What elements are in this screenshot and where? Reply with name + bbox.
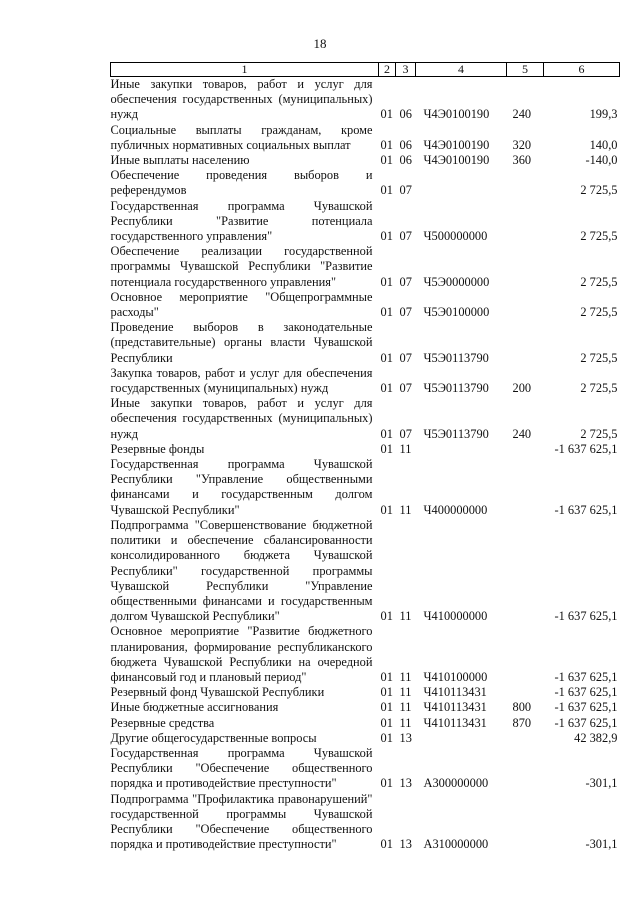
row-amount: 42 382,9 xyxy=(574,730,618,745)
row-name: Закупка товаров, работ и услуг для обеспечения государственных (муниципальных) нужд xyxy=(110,365,373,396)
header-col-4: 4 xyxy=(416,63,507,77)
table-row xyxy=(111,366,620,396)
row-subsection: 07 xyxy=(399,350,412,365)
row-subsection: 06 xyxy=(399,137,412,152)
row-amount: 2 725,5 xyxy=(580,229,618,244)
row-amount: 140,0 xyxy=(589,137,618,152)
row-expense-type xyxy=(507,168,544,198)
row-expense-type xyxy=(507,244,544,290)
row-target-article: Ч4Э0100190 xyxy=(423,107,490,122)
row-name: Иные выплаты населению xyxy=(110,153,250,168)
row-amount: -301,1 xyxy=(585,776,618,791)
row-expense-type: 320 xyxy=(512,137,532,152)
row-section: 01 xyxy=(380,183,393,198)
row-amount: 2 725,5 xyxy=(580,183,618,198)
table-row xyxy=(111,153,620,168)
row-subsection: 07 xyxy=(399,274,412,289)
row-name: Иные закупки товаров, работ и услуг для обеспечения государственных (муниципальных) нужд xyxy=(110,396,373,441)
row-expense-type xyxy=(507,685,544,700)
table-row xyxy=(111,442,620,457)
table-row xyxy=(111,746,620,792)
row-subsection: 11 xyxy=(399,715,412,730)
row-section: 01 xyxy=(380,669,393,684)
row-amount: 2 725,5 xyxy=(580,305,618,320)
row-name: Резервные средства xyxy=(110,715,215,730)
row-amount: -1 637 625,1 xyxy=(554,700,618,715)
row-section: 01 xyxy=(380,426,393,441)
row-expense-type: 360 xyxy=(512,153,532,168)
table-row xyxy=(111,716,620,731)
row-expense-type xyxy=(507,320,544,366)
row-amount: -301,1 xyxy=(585,837,618,852)
table-row xyxy=(111,290,620,320)
row-name: Социальные выплаты гражданам, кроме публичных нормативных социальных выплат xyxy=(110,122,373,152)
row-section: 01 xyxy=(380,274,393,289)
row-amount: -1 637 625,1 xyxy=(554,685,618,700)
row-subsection: 07 xyxy=(399,426,412,441)
row-name: Резервные фонды xyxy=(110,441,205,456)
table-row xyxy=(111,518,620,624)
row-name: Основное мероприятие "Общепрограммные расходы" xyxy=(110,289,373,320)
row-target-article: Ч5Э0100000 xyxy=(423,305,490,320)
row-expense-type: 240 xyxy=(512,426,532,441)
row-target-article: Ч4Э0100190 xyxy=(423,153,490,168)
row-amount: 2 725,5 xyxy=(580,274,618,289)
row-target-article: А310000000 xyxy=(423,837,489,852)
row-subsection: 11 xyxy=(399,502,412,517)
row-expense-type xyxy=(507,624,544,685)
budget-table xyxy=(110,62,620,852)
row-name: Государственная программа Чувашской Республики "Обеспечение общественного порядка и противодействие преступности" xyxy=(110,745,373,791)
table-row xyxy=(111,244,620,290)
row-section: 01 xyxy=(380,609,393,624)
row-amount: 199,3 xyxy=(589,107,618,122)
header-row xyxy=(111,63,620,77)
row-name: Подпрограмма "Профилактика правонарушений" государственной программы Чувашской Республики "Обеспечение общественного порядка и противодействие преступности" xyxy=(110,791,373,852)
row-name: Основное мероприятие "Развитие бюджетного планирования, формирование республиканского бюджета Чувашской Республики на очередной финансовый год и плановый период" xyxy=(110,624,373,684)
table-row xyxy=(111,624,620,685)
row-amount: -1 637 625,1 xyxy=(554,715,618,730)
row-target-article: Ч5Э0113790 xyxy=(423,350,489,365)
row-section: 01 xyxy=(380,229,393,244)
row-target-article: Ч500000000 xyxy=(423,229,488,244)
row-name: Проведение выборов в законодательные (представительные) органы власти Чувашской Республики xyxy=(110,320,373,365)
row-amount: -1 637 625,1 xyxy=(554,669,618,684)
row-name: Государственная программа Чувашской Республики "Развитие потенциала государственного управления" xyxy=(110,198,373,244)
row-target-article xyxy=(416,168,507,198)
row-subsection: 07 xyxy=(399,305,412,320)
header-col-5: 5 xyxy=(507,63,544,77)
table-row xyxy=(111,685,620,700)
row-amount: -1 637 625,1 xyxy=(554,441,618,456)
row-target-article: Ч410100000 xyxy=(423,669,488,684)
row-section: 01 xyxy=(380,305,393,320)
row-subsection: 06 xyxy=(399,153,412,168)
row-section: 01 xyxy=(380,441,393,456)
row-name: Резервный фонд Чувашской Республики xyxy=(110,685,325,700)
table-row xyxy=(111,199,620,245)
table-row xyxy=(111,77,620,123)
row-target-article: Ч5Э0113790 xyxy=(423,426,489,441)
table-row xyxy=(111,396,620,442)
row-section: 01 xyxy=(380,837,393,852)
table-body xyxy=(111,77,620,853)
row-target-article: Ч410000000 xyxy=(423,609,488,624)
row-expense-type: 800 xyxy=(512,700,532,715)
row-section: 01 xyxy=(380,700,393,715)
row-subsection: 13 xyxy=(399,837,412,852)
table-row xyxy=(111,168,620,198)
table-header xyxy=(111,63,620,77)
row-target-article xyxy=(416,442,507,457)
row-expense-type xyxy=(507,457,544,518)
row-section: 01 xyxy=(380,350,393,365)
row-target-article xyxy=(416,731,507,746)
row-subsection: 13 xyxy=(399,730,412,745)
table-row xyxy=(111,731,620,746)
row-target-article: Ч4Э0100190 xyxy=(423,137,490,152)
row-section: 01 xyxy=(380,715,393,730)
row-target-article: Ч5Э0000000 xyxy=(423,274,490,289)
row-subsection: 07 xyxy=(399,229,412,244)
row-expense-type xyxy=(507,731,544,746)
row-amount: 2 725,5 xyxy=(580,350,618,365)
row-section: 01 xyxy=(380,685,393,700)
row-target-article: Ч410113431 xyxy=(423,685,487,700)
row-section: 01 xyxy=(380,153,393,168)
row-name: Обеспечение реализации государственной программы Чувашской Республики "Развитие потенциала государственного управления" xyxy=(110,244,373,289)
row-expense-type: 240 xyxy=(512,107,532,122)
row-subsection: 06 xyxy=(399,107,412,122)
row-amount: -1 637 625,1 xyxy=(554,502,618,517)
row-subsection: 07 xyxy=(399,183,412,198)
row-section: 01 xyxy=(380,730,393,745)
row-name: Иные бюджетные ассигнования xyxy=(110,700,279,715)
table-row xyxy=(111,792,620,853)
row-expense-type xyxy=(507,442,544,457)
row-section: 01 xyxy=(380,381,393,396)
row-amount: -1 637 625,1 xyxy=(554,609,618,624)
table-row xyxy=(111,320,620,366)
row-target-article: Ч5Э0113790 xyxy=(423,381,489,396)
header-col-3: 3 xyxy=(396,63,416,77)
row-expense-type xyxy=(507,792,544,853)
row-name: Государственная программа Чувашской Республики "Управление общественными финансами и государственным долгом Чувашской Республики" xyxy=(110,457,373,517)
row-section: 01 xyxy=(380,137,393,152)
row-expense-type xyxy=(507,290,544,320)
row-expense-type xyxy=(507,746,544,792)
row-expense-type xyxy=(507,518,544,624)
row-expense-type xyxy=(507,199,544,245)
row-name: Обеспечение проведения выборов и референдумов xyxy=(110,168,373,198)
header-col-2: 2 xyxy=(379,63,396,77)
row-target-article: Ч400000000 xyxy=(423,502,488,517)
page-number: 18 xyxy=(313,36,327,51)
table-row xyxy=(111,457,620,518)
row-subsection: 11 xyxy=(399,685,412,700)
row-expense-type: 870 xyxy=(512,715,532,730)
row-amount: 2 725,5 xyxy=(580,381,618,396)
header-col-1: 1 xyxy=(111,63,379,77)
row-subsection: 11 xyxy=(399,700,412,715)
row-subsection: 11 xyxy=(399,669,412,684)
row-name: Иные закупки товаров, работ и услуг для обеспечения государственных (муниципальных) нужд xyxy=(110,77,373,122)
row-section: 01 xyxy=(380,502,393,517)
row-amount: 2 725,5 xyxy=(580,426,618,441)
row-section: 01 xyxy=(380,107,393,122)
row-subsection: 07 xyxy=(399,381,412,396)
row-expense-type: 200 xyxy=(512,381,532,396)
row-target-article: Ч410113431 xyxy=(423,700,487,715)
table-row xyxy=(111,123,620,153)
row-name: Другие общегосударственные вопросы xyxy=(110,730,317,745)
row-target-article: Ч410113431 xyxy=(423,715,487,730)
row-section: 01 xyxy=(380,776,393,791)
row-subsection: 11 xyxy=(399,441,412,456)
row-amount: -140,0 xyxy=(585,153,618,168)
row-target-article: А300000000 xyxy=(423,776,489,791)
header-col-6: 6 xyxy=(544,63,620,77)
table-row xyxy=(111,700,620,715)
row-subsection: 11 xyxy=(399,609,412,624)
row-subsection: 13 xyxy=(399,776,412,791)
row-name: Подпрограмма "Совершенствование бюджетной политики и обеспечение сбалансированности консолидированного бюджета Чувашской Республики" государственной программы Чувашской Республики "Управление общественными финансами и государственным долгом Чувашской Республики" xyxy=(110,517,373,624)
